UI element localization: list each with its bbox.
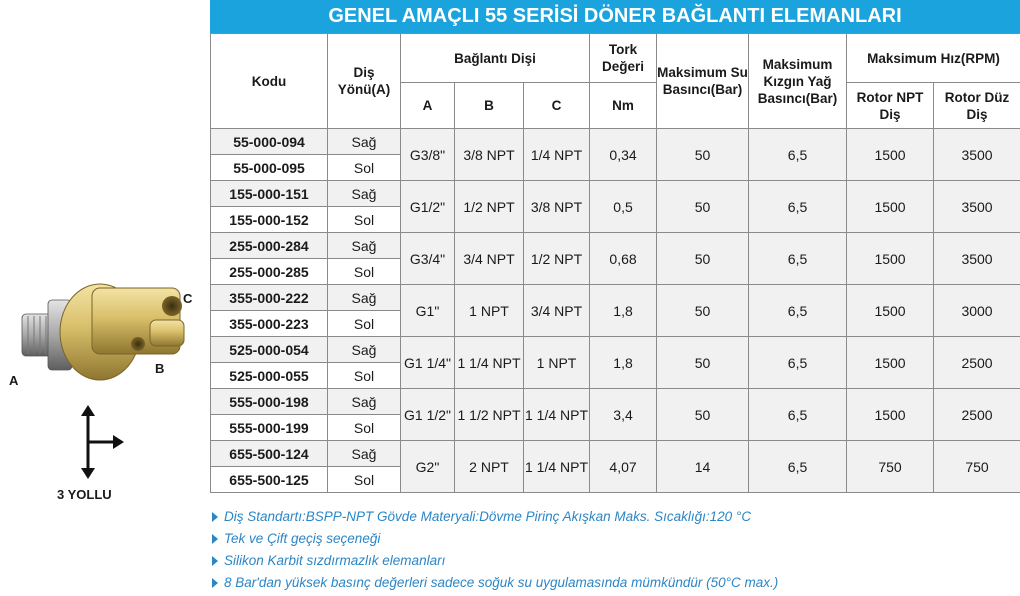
cell-rotor-npt: 750 bbox=[847, 441, 934, 493]
header-rotor-npt: Rotor NPT Diş bbox=[847, 83, 934, 129]
port-label-a: A bbox=[9, 373, 19, 388]
cell-a: G1 1/2" bbox=[401, 389, 455, 441]
cell-dis-yonu: Sol bbox=[328, 311, 401, 337]
cell-kodu: 655-500-124 bbox=[211, 441, 328, 467]
cell-kodu: 525-000-054 bbox=[211, 337, 328, 363]
cell-su-basinci: 50 bbox=[657, 389, 749, 441]
cell-su-basinci: 50 bbox=[657, 233, 749, 285]
cell-rotor-duz: 750 bbox=[934, 441, 1020, 493]
table-row bbox=[211, 129, 1020, 155]
header-a: A bbox=[401, 83, 455, 129]
port-label-c: C bbox=[183, 291, 193, 306]
note-item: Silikon Karbit sızdırmazlık elemanları bbox=[212, 550, 1012, 572]
bullet-arrow-icon bbox=[212, 578, 218, 588]
header-kodu: Kodu bbox=[211, 34, 328, 129]
cell-yag-basinci: 6,5 bbox=[749, 337, 847, 389]
cell-dis-yonu: Sol bbox=[328, 415, 401, 441]
cell-a: G1" bbox=[401, 285, 455, 337]
header-tork: Tork Değeri bbox=[590, 34, 657, 83]
cell-a: G2" bbox=[401, 441, 455, 493]
table-row bbox=[211, 441, 1020, 467]
cell-b: 2 NPT bbox=[455, 441, 524, 493]
cell-b: 3/4 NPT bbox=[455, 233, 524, 285]
cell-tork: 4,07 bbox=[590, 441, 657, 493]
cell-yag-basinci: 6,5 bbox=[749, 233, 847, 285]
cell-rotor-npt: 1500 bbox=[847, 233, 934, 285]
cell-kodu: 355-000-222 bbox=[211, 285, 328, 311]
three-way-arrow-icon bbox=[72, 405, 132, 480]
cell-kodu: 255-000-284 bbox=[211, 233, 328, 259]
cell-kodu: 255-000-285 bbox=[211, 259, 328, 285]
header-su-basinci: Maksimum Su Basıncı(Bar) bbox=[657, 34, 749, 129]
cell-kodu: 55-000-094 bbox=[211, 129, 328, 155]
header-yag-basinci: Maksimum Kızgın Yağ Basıncı(Bar) bbox=[749, 34, 847, 129]
notes-list bbox=[212, 506, 1012, 594]
table-row bbox=[211, 389, 1020, 415]
cell-tork: 0,5 bbox=[590, 181, 657, 233]
cell-b: 1 NPT bbox=[455, 285, 524, 337]
table-title: GENEL AMAÇLI 55 SERİSİ DÖNER BAĞLANTI ELEMANLARI bbox=[210, 0, 1020, 33]
cell-rotor-npt: 1500 bbox=[847, 337, 934, 389]
cell-yag-basinci: 6,5 bbox=[749, 441, 847, 493]
header-nm: Nm bbox=[590, 83, 657, 129]
cell-rotor-duz: 3500 bbox=[934, 181, 1020, 233]
cell-yag-basinci: 6,5 bbox=[749, 181, 847, 233]
cell-rotor-npt: 1500 bbox=[847, 129, 934, 181]
cell-rotor-duz: 2500 bbox=[934, 337, 1020, 389]
cell-a: G1 1/4" bbox=[401, 337, 455, 389]
bullet-arrow-icon bbox=[212, 534, 218, 544]
cell-kodu: 555-000-199 bbox=[211, 415, 328, 441]
cell-kodu: 525-000-055 bbox=[211, 363, 328, 389]
bullet-arrow-icon bbox=[212, 556, 218, 566]
cell-rotor-npt: 1500 bbox=[847, 181, 934, 233]
cell-dis-yonu: Sağ bbox=[328, 441, 401, 467]
cell-tork: 0,34 bbox=[590, 129, 657, 181]
cell-su-basinci: 50 bbox=[657, 337, 749, 389]
cell-dis-yonu: Sağ bbox=[328, 285, 401, 311]
table-row bbox=[211, 285, 1020, 311]
cell-su-basinci: 50 bbox=[657, 285, 749, 337]
header-dis-yonu: Diş Yönü(A) bbox=[328, 34, 401, 129]
cell-rotor-npt: 1500 bbox=[847, 285, 934, 337]
cell-kodu: 55-000-095 bbox=[211, 155, 328, 181]
cell-b: 1/2 NPT bbox=[455, 181, 524, 233]
cell-dis-yonu: Sağ bbox=[328, 233, 401, 259]
table-row bbox=[211, 337, 1020, 363]
table-row bbox=[211, 233, 1020, 259]
cell-kodu: 655-500-125 bbox=[211, 467, 328, 493]
cell-yag-basinci: 6,5 bbox=[749, 129, 847, 181]
note-item: Diş Standartı:BSPP-NPT Gövde Materyali:Dövme Pirinç Akışkan Maks. Sıcaklığı:120 °C bbox=[212, 506, 1012, 528]
cell-rotor-duz: 3000 bbox=[934, 285, 1020, 337]
cell-c: 3/4 NPT bbox=[524, 285, 590, 337]
cell-b: 1 1/4 NPT bbox=[455, 337, 524, 389]
cell-dis-yonu: Sol bbox=[328, 207, 401, 233]
cell-a: G3/8" bbox=[401, 129, 455, 181]
header-c: C bbox=[524, 83, 590, 129]
cell-rotor-npt: 1500 bbox=[847, 389, 934, 441]
cell-tork: 1,8 bbox=[590, 285, 657, 337]
table-row bbox=[211, 181, 1020, 207]
cell-rotor-duz: 2500 bbox=[934, 389, 1020, 441]
cell-c: 3/8 NPT bbox=[524, 181, 590, 233]
spec-table bbox=[210, 33, 1020, 493]
product-image-area bbox=[0, 250, 200, 510]
cell-kodu: 555-000-198 bbox=[211, 389, 328, 415]
header-b: B bbox=[455, 83, 524, 129]
cell-kodu: 155-000-151 bbox=[211, 181, 328, 207]
cell-su-basinci: 50 bbox=[657, 129, 749, 181]
cell-c: 1 1/4 NPT bbox=[524, 441, 590, 493]
port-label-b: B bbox=[155, 361, 165, 376]
cell-c: 1 NPT bbox=[524, 337, 590, 389]
cell-tork: 1,8 bbox=[590, 337, 657, 389]
cell-b: 1 1/2 NPT bbox=[455, 389, 524, 441]
cell-dis-yonu: Sol bbox=[328, 363, 401, 389]
note-item: 8 Bar'dan yüksek basınç değerleri sadece soğuk su uygulamasında mümkündür (50°C max.) bbox=[212, 572, 1012, 594]
cell-dis-yonu: Sol bbox=[328, 467, 401, 493]
cell-kodu: 155-000-152 bbox=[211, 207, 328, 233]
header-baglanti-disi: Bağlantı Dişi bbox=[401, 34, 590, 83]
cell-dis-yonu: Sağ bbox=[328, 389, 401, 415]
type-label: 3 YOLLU bbox=[57, 487, 112, 502]
cell-rotor-duz: 3500 bbox=[934, 129, 1020, 181]
cell-rotor-duz: 3500 bbox=[934, 233, 1020, 285]
header-rotor-duz: Rotor Düz Diş bbox=[934, 83, 1020, 129]
cell-yag-basinci: 6,5 bbox=[749, 389, 847, 441]
cell-su-basinci: 14 bbox=[657, 441, 749, 493]
cell-dis-yonu: Sol bbox=[328, 259, 401, 285]
cell-dis-yonu: Sol bbox=[328, 155, 401, 181]
cell-kodu: 355-000-223 bbox=[211, 311, 328, 337]
cell-tork: 3,4 bbox=[590, 389, 657, 441]
cell-yag-basinci: 6,5 bbox=[749, 285, 847, 337]
cell-c: 1 1/4 NPT bbox=[524, 389, 590, 441]
cell-dis-yonu: Sağ bbox=[328, 337, 401, 363]
cell-c: 1/2 NPT bbox=[524, 233, 590, 285]
cell-a: G3/4" bbox=[401, 233, 455, 285]
cell-tork: 0,68 bbox=[590, 233, 657, 285]
cell-a: G1/2" bbox=[401, 181, 455, 233]
cell-su-basinci: 50 bbox=[657, 181, 749, 233]
cell-b: 3/8 NPT bbox=[455, 129, 524, 181]
bullet-arrow-icon bbox=[212, 512, 218, 522]
note-item: Tek ve Çift geçiş seçeneği bbox=[212, 528, 1012, 550]
cell-dis-yonu: Sağ bbox=[328, 129, 401, 155]
header-max-hiz: Maksimum Hız(RPM) bbox=[847, 34, 1020, 83]
cell-c: 1/4 NPT bbox=[524, 129, 590, 181]
cell-dis-yonu: Sağ bbox=[328, 181, 401, 207]
